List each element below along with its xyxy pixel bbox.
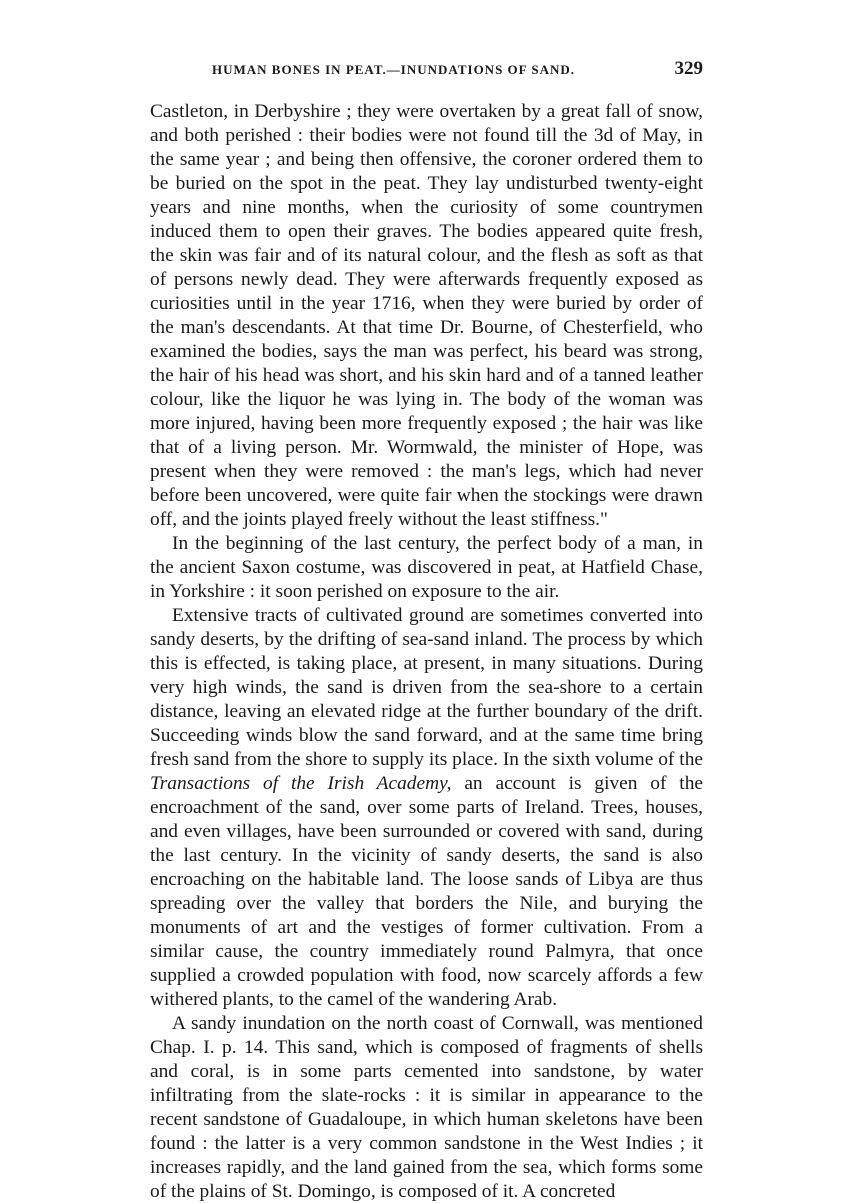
running-head (150, 58, 703, 86)
running-title: HUMAN BONES IN PEAT.—INUNDATIONS OF SAND. (212, 62, 576, 77)
journal-title: Transactions of the Irish Academy, (150, 773, 452, 794)
page-number: 329 (674, 58, 703, 79)
paragraph-text: Extensive tracts of cultivated ground are sometimes converted into sandy deserts, by the drifting of sea-sand inland. The process by which this is effected, is taking place, at present, in many situations. During very high winds, the sand is driven from the sea-shore to a certain distance, leaving an elevated ridge at the further boundary of the drift. Succeeding winds blow the sand forward, and at the same time bring fresh sand from the shore to supply its place. In the sixth volume of the (150, 605, 703, 770)
book-page (150, 58, 703, 1204)
paragraph: In the beginning of the last century, the perfect body of a man, in the ancient Saxon costume, was discovered in peat, at Hatfield Chase, in Yorkshire : it soon perished on exposure to the air. (150, 533, 703, 602)
paragraph: A sandy inundation on the north coast of Cornwall, was mentioned Chap. I. p. 14. This sand, which is composed of fragments of shells and coral, is in some parts cemented into sandstone, by water infiltrating from the slate-rocks : it is similar in appearance to the recent sandstone of Guadaloupe, in which human skeletons have been found : the latter is a very common sandstone in the West Indies ; it increases rapidly, and the land gained from the sea, which forms some of the plains of St. Domingo, is composed of it. A concreted (150, 1013, 703, 1202)
paragraph: Castleton, in Derbyshire ; they were overtaken by a great fall of snow, and both perished : their bodies were not found till the 3d of May, in the same year ; and being then offensive, the coroner ordered them to be buried on the spot in the peat. They lay undisturbed twenty-eight years and nine months, when the curiosity of some countrymen induced them to open their graves. The bodies appeared quite fresh, the skin was fair and of its natural colour, and the flesh as soft as that of persons newly dead. They were afterwards frequently exposed as curiosities until in the year 1716, when they were buried by order of the man's descendants. At that time Dr. Bourne, of Chesterfield, who examined the bodies, says the man was perfect, his beard was strong, the hair of his head was short, and his skin hard and of a tanned leather colour, like the liquor he was lying in. The body of the woman was more injured, having been more frequently exposed ; the hair was like that of a living person. Mr. Wormwald, the minister of Hope, was present when they were removed : the man's legs, which had never before been uncovered, were quite fair when the stockings were drawn off, and the joints played freely without the least stiffness." (150, 101, 703, 530)
paragraph (150, 604, 703, 1012)
body-text (150, 100, 703, 1204)
paragraph-text: an account is given of the encroachment of the sand, over some parts of Ireland. Trees, houses, and even villages, have been surrounded or covered with sand, during the last century. In the vicinity of sandy deserts, the sand is also encroaching on the habitable land. The loose sands of Libya are thus spreading over the valley that borders the Nile, and burying the monuments of art and the vestiges of former cultivation. From a similar cause, the country immediately round Palmyra, that once supplied a crowded population with food, now scarcely affords a few withered plants, to the camel of the wandering Arab. (150, 773, 703, 1010)
